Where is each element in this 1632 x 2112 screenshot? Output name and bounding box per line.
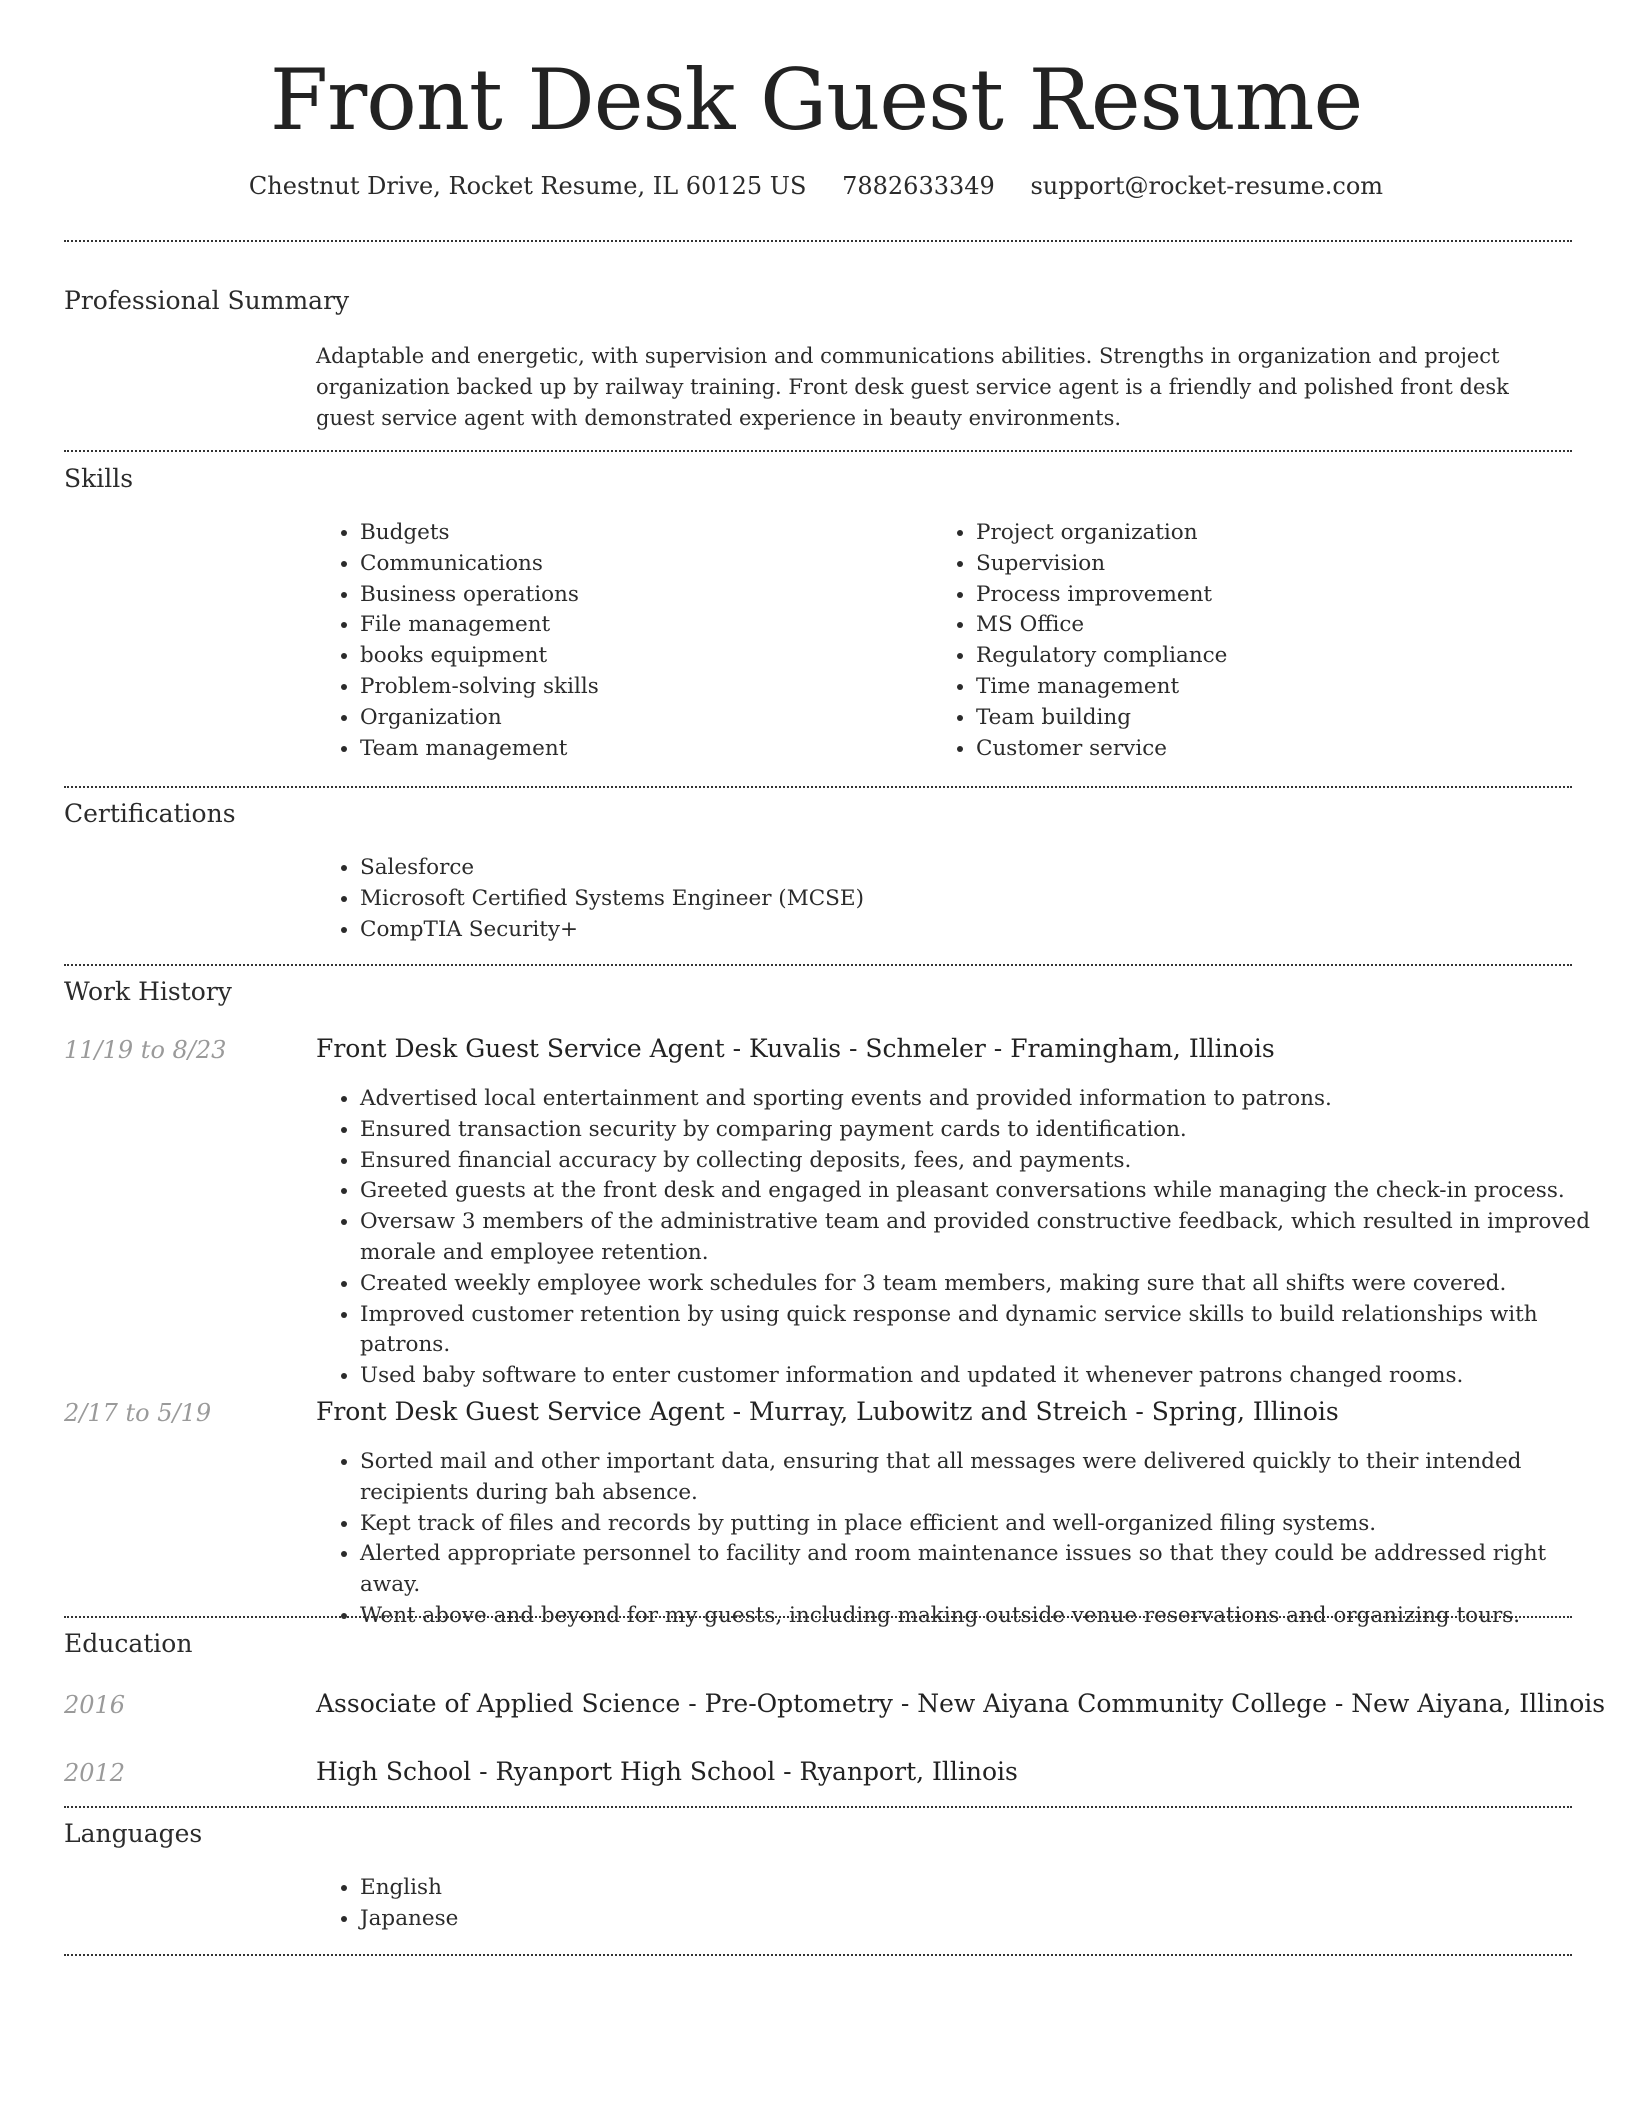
section-heading-summary: Professional Summary bbox=[64, 286, 350, 315]
job-bullet: • Advertised local entertainment and sporting events and provided information to patrons. bbox=[360, 1084, 1610, 1115]
job-bullet: • Kept track of files and records by putting in place efficient and well-organized filing systems. bbox=[360, 1509, 1610, 1540]
job-bullets bbox=[316, 1084, 1610, 1392]
language-item: • Japanese bbox=[360, 1904, 1610, 1935]
skill-item: • Team building bbox=[976, 703, 1576, 734]
education-entry: Associate of Applied Science - Pre-Optometry - New Aiyana Community College - New Aiyana, Illinois bbox=[316, 1689, 1606, 1718]
job-bullets bbox=[316, 1447, 1610, 1632]
certification-item: • CompTIA Security+ bbox=[360, 915, 1610, 946]
divider bbox=[64, 786, 1572, 788]
skill-item: • File management bbox=[360, 610, 920, 641]
certifications-list bbox=[316, 853, 1610, 945]
job-bullet: • Improved customer retention by using quick response and dynamic service skills to build relationships with patrons. bbox=[360, 1300, 1610, 1362]
job-bullet: • Ensured financial accuracy by collecting deposits, fees, and payments. bbox=[360, 1146, 1610, 1177]
skill-item: • Team management bbox=[360, 734, 920, 765]
skills-list-left bbox=[316, 518, 920, 764]
skill-item: • Supervision bbox=[976, 549, 1576, 580]
divider bbox=[64, 1954, 1572, 1956]
job-dates: 2/17 to 5/19 bbox=[64, 1399, 212, 1427]
divider bbox=[64, 1806, 1572, 1808]
summary-text: Adaptable and energetic, with supervision and communications abilities. Strengths in organization and project organization backed up by railway training. Front desk guest service agent is a friendly and polished front desk guest service agent with demonstrated experience in beauty environments. bbox=[316, 344, 1509, 430]
job-bullet: • Sorted mail and other important data, ensuring that all messages were delivered quickly to their intended recipients during bah absence. bbox=[360, 1447, 1610, 1509]
skill-item: • Regulatory compliance bbox=[976, 641, 1576, 672]
divider bbox=[64, 1616, 1572, 1618]
divider bbox=[64, 964, 1572, 966]
contact-phone: 7882633349 bbox=[842, 172, 995, 200]
section-heading-languages: Languages bbox=[64, 1819, 203, 1848]
job-title: Front Desk Guest Service Agent - Kuvalis - Schmeler - Framingham, Illinois bbox=[316, 1034, 1275, 1063]
resume-title: Front Desk Guest Resume bbox=[269, 51, 1363, 149]
job-bullet: • Created weekly employee work schedules for 3 team members, making sure that all shifts were covered. bbox=[360, 1269, 1610, 1300]
section-heading-certifications: Certifications bbox=[64, 799, 236, 828]
languages-list bbox=[316, 1873, 1610, 1935]
job-bullet: • Went above and beyond for my guests, including making outside venue reservations and organizing tours. bbox=[360, 1601, 1610, 1632]
job-bullet: • Alerted appropriate personnel to facility and room maintenance issues so that they could be addressed right away. bbox=[360, 1539, 1610, 1601]
job-dates: 11/19 to 8/23 bbox=[64, 1036, 227, 1064]
section-heading-skills: Skills bbox=[64, 464, 134, 493]
skill-item: • MS Office bbox=[976, 610, 1576, 641]
education-year: 2012 bbox=[64, 1759, 126, 1787]
education-entry: High School - Ryanport High School - Ryanport, Illinois bbox=[316, 1757, 1018, 1786]
skill-item: • Business operations bbox=[360, 580, 920, 611]
skill-item: • Communications bbox=[360, 549, 920, 580]
job-bullet: • Used baby software to enter customer information and updated it whenever patrons changed rooms. bbox=[360, 1361, 1610, 1392]
skill-item: • Customer service bbox=[976, 734, 1576, 765]
divider bbox=[64, 450, 1572, 452]
skill-item: • books equipment bbox=[360, 641, 920, 672]
contact-email: support@rocket-resume.com bbox=[1030, 172, 1384, 200]
section-heading-work-history: Work History bbox=[64, 977, 232, 1006]
skill-item: • Budgets bbox=[360, 518, 920, 549]
skill-item: • Problem-solving skills bbox=[360, 672, 920, 703]
skills-list-right bbox=[932, 518, 1576, 764]
contact-address: Chestnut Drive, Rocket Resume, IL 60125 US bbox=[248, 172, 807, 200]
certification-item: • Salesforce bbox=[360, 853, 1610, 884]
skill-item: • Organization bbox=[360, 703, 920, 734]
skill-item: • Project organization bbox=[976, 518, 1576, 549]
skill-item: • Process improvement bbox=[976, 580, 1576, 611]
job-bullet: • Ensured transaction security by comparing payment cards to identification. bbox=[360, 1115, 1610, 1146]
certification-item: • Microsoft Certified Systems Engineer (MCSE) bbox=[360, 884, 1610, 915]
language-item: • English bbox=[360, 1873, 1610, 1904]
education-year: 2016 bbox=[64, 1691, 126, 1719]
contact-line bbox=[0, 170, 1632, 202]
skill-item: • Time management bbox=[976, 672, 1576, 703]
job-bullet: • Oversaw 3 members of the administrative team and provided constructive feedback, which resulted in improved morale and employee retention. bbox=[360, 1207, 1610, 1269]
job-bullet: • Greeted guests at the front desk and engaged in pleasant conversations while managing the check-in process. bbox=[360, 1176, 1610, 1207]
divider bbox=[64, 240, 1572, 242]
job-title: Front Desk Guest Service Agent - Murray, Lubowitz and Streich - Spring, Illinois bbox=[316, 1397, 1339, 1426]
section-heading-education: Education bbox=[64, 1629, 193, 1658]
